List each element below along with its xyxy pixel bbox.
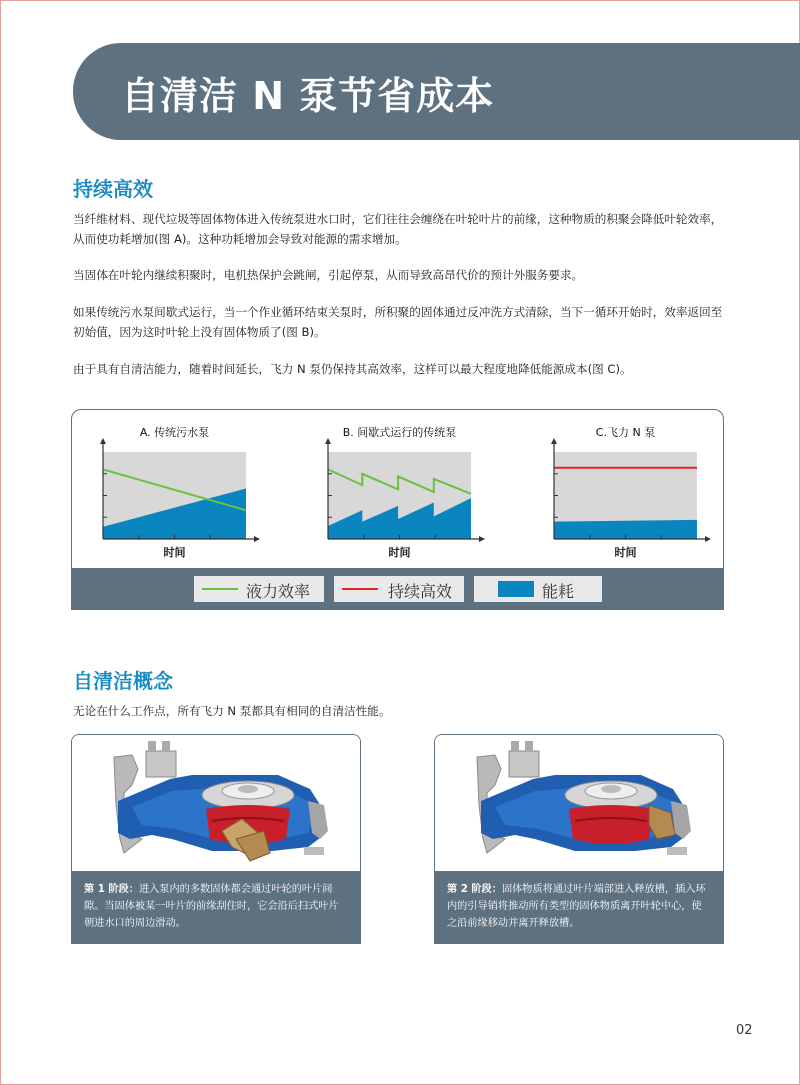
paragraph-2: 当固体在叶轮内继续积聚时，电机热保护会跳闸，引起停泵，从而导致高昂代价的预计外服务要求。 — [73, 268, 584, 282]
stage-1-caption — [72, 871, 360, 944]
chart-1-y-arrow — [100, 438, 106, 444]
stage-2-text: 固体物质将通过叶片端部进入释放槽，插入环内的引导销将推动所有类型的固体物质离开叶轮中心，使之沿前缘移动并离开释放槽。 — [447, 884, 706, 929]
paragraph-3: 如果传统污水泵间歇式运行，当一个作业循环结束关泵时，所积聚的固体通过反冲洗方式清除，当下一循环开始时，效率返回至初始值，因为这时叶轮上没有固体物质了(图 B)。 — [73, 305, 723, 339]
legend-label-energy: 能耗 — [542, 582, 575, 601]
efficiency-charts-panel — [71, 409, 724, 610]
legend-item-energy — [474, 576, 602, 602]
paragraph-1: 当纤维材料、现代垃圾等固体物体进入传统泵进水口时，它们往往会缠绕在叶轮叶片的前缘，这种物质的积聚会降低叶轮效率，从而使功耗增加(图 A)。这种功耗增加会导致对能源的需求增加。 — [73, 212, 723, 246]
legend-label-sustained: 持续高效 — [388, 582, 453, 601]
pump-cutaway-illustration-2 — [435, 735, 723, 871]
legend-item-efficiency — [194, 576, 324, 602]
section-heading-efficiency: 持续高效 — [73, 177, 153, 201]
chart-1-xlabel: 时间 — [163, 546, 186, 559]
chart-2-x-arrow — [479, 536, 485, 542]
chart-3-y-arrow — [551, 438, 557, 444]
chart-2-y-arrow — [325, 438, 331, 444]
legend-red-line — [342, 588, 378, 590]
chart-2-xlabel: 时间 — [388, 546, 411, 559]
chart-3-x-arrow — [705, 536, 711, 542]
stage-2-label: 第 2 阶段： — [447, 884, 502, 895]
stage-1-card — [71, 734, 361, 944]
chart-1-x-arrow — [254, 536, 260, 542]
chart-1-title: A. 传统污水泵 — [139, 426, 210, 439]
stage-1-text: 进入泵内的多数固体都会通过叶轮的叶片间隙。当固体被某一叶片的前缘刮住时，它会沿后扫式叶片朝进水口的周边滑动。 — [84, 884, 339, 929]
charts-svg — [72, 410, 723, 568]
chart-3-xlabel: 时间 — [614, 546, 637, 559]
legend-blue-box — [498, 581, 534, 597]
chart-3-title: C.飞力 N 泵 — [595, 426, 656, 439]
stage-1-label: 第 1 阶段： — [84, 884, 139, 895]
chart-legend — [72, 568, 723, 610]
stage-2-caption — [435, 871, 723, 944]
page-title: 自清洁 N 泵节省成本 — [121, 74, 495, 118]
pump-cutaway-illustration-1 — [72, 735, 360, 871]
legend-green-line — [202, 588, 238, 590]
paragraph-4: 由于具有自清洁能力，随着时间延长，飞力 N 泵仍保持其高效率，这样可以最大程度地降低能源成本(图 C)。 — [73, 362, 632, 376]
legend-label-efficiency: 液力效率 — [246, 582, 311, 601]
chart-2-title: B. 间歇式运行的传统泵 — [342, 426, 457, 439]
stage-2-card — [434, 734, 724, 944]
title-banner — [73, 43, 800, 140]
section-heading-self-cleaning: 自清洁概念 — [73, 669, 173, 693]
page-number: 02 — [736, 1023, 753, 1038]
legend-item-sustained — [334, 576, 464, 602]
self-cleaning-intro: 无论在什么工作点，所有飞力 N 泵都具有相同的自清洁性能。 — [73, 704, 391, 718]
